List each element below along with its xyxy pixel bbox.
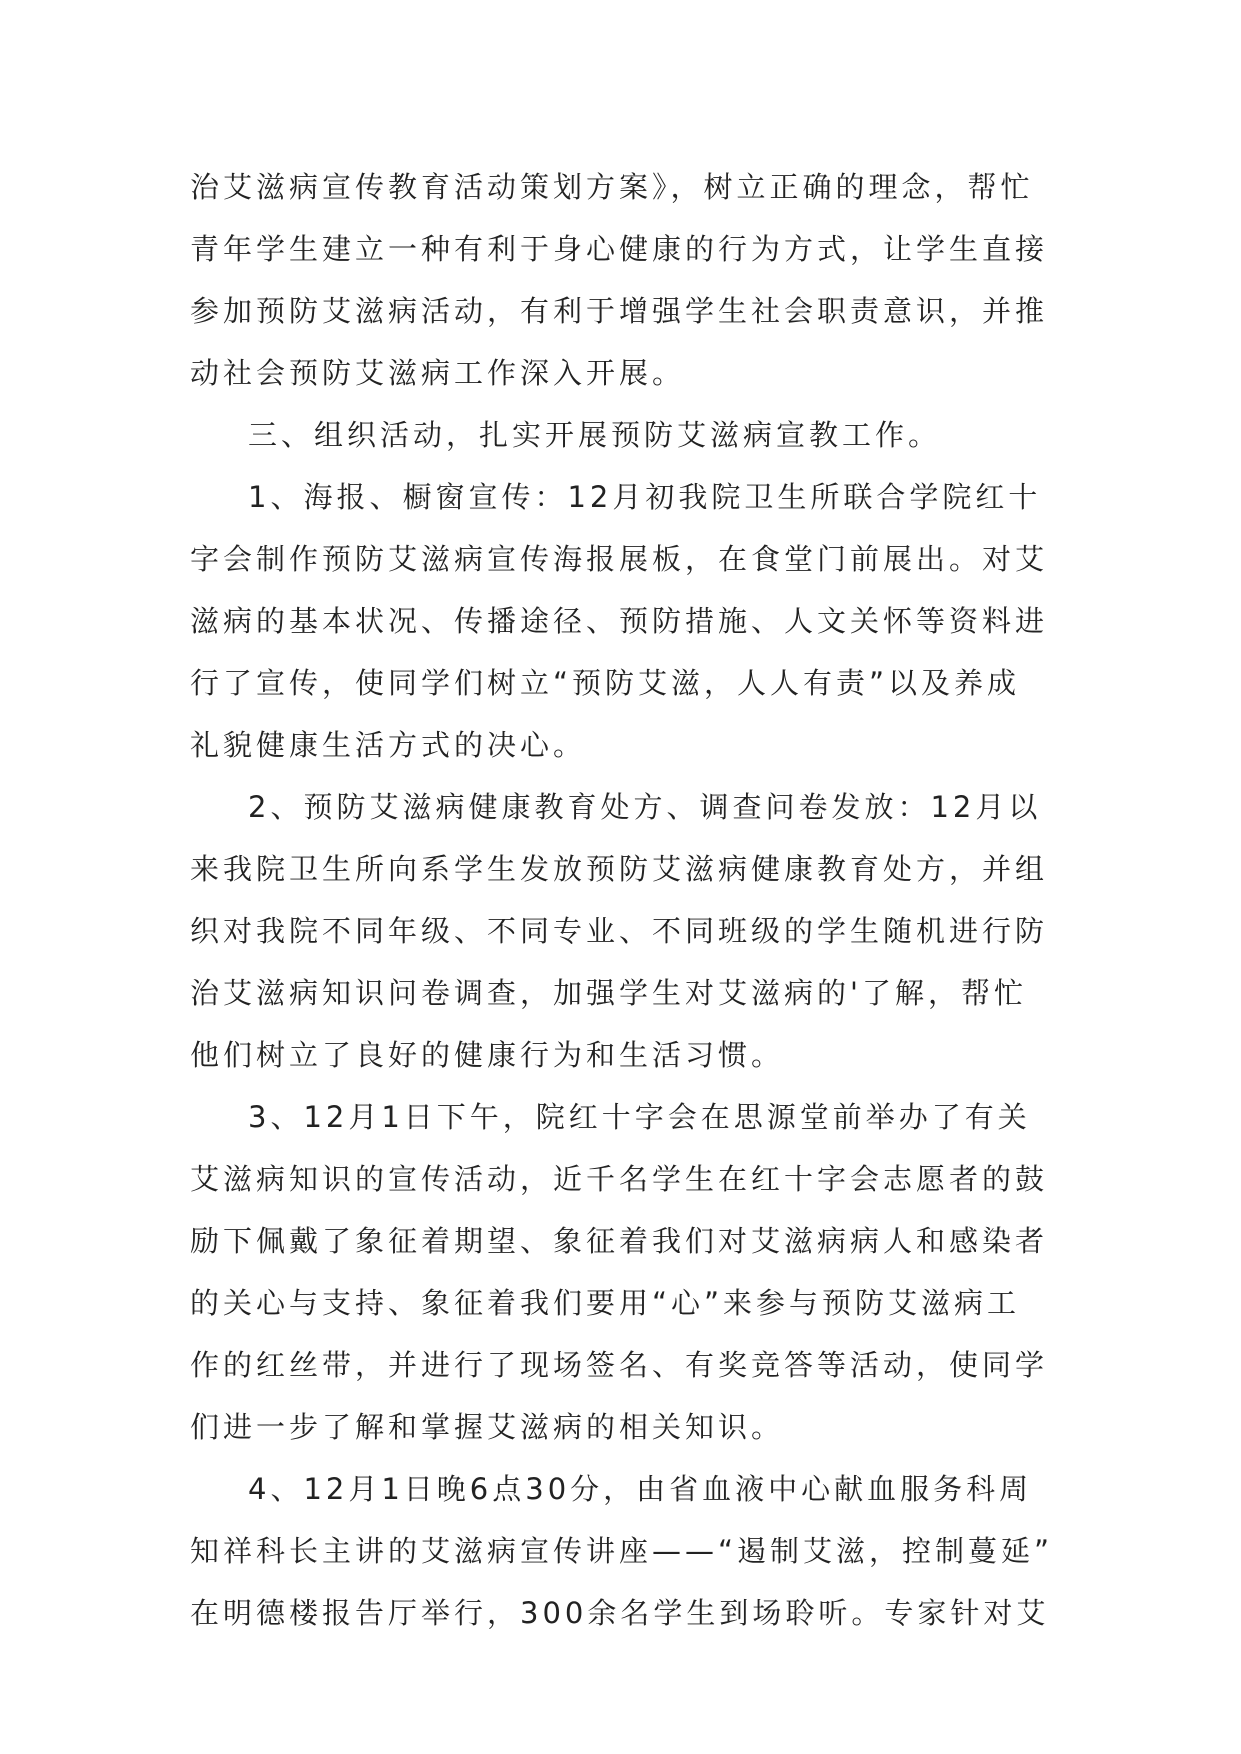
text-line: 的关心与支持、象征着我们要用“心”来参与预防艾滋病工 <box>190 1286 1021 1320</box>
text-line: 治艾滋病宣传教育活动策划方案》，树立正确的理念，帮忙 <box>190 170 1034 204</box>
text-line: 治艾滋病知识问卷调查，加强学生对艾滋病的'了解，帮忙 <box>190 976 1027 1010</box>
text-line: 4、12月1日晚6点30分，由省血液中心献血服务科周 <box>248 1472 1033 1506</box>
text-line: 滋病的基本状况、传播途径、预防措施、人文关怀等资料进 <box>190 604 1049 638</box>
text-line: 来我院卫生所向系学生发放预防艾滋病健康教育处方，并组 <box>190 852 1049 886</box>
text-line: 青年学生建立一种有利于身心健康的行为方式，让学生直接 <box>190 232 1049 266</box>
text-line: 礼貌健康生活方式的决心。 <box>190 728 587 762</box>
document-body <box>190 156 1060 1644</box>
text-line: 参加预防艾滋病活动，有利于增强学生社会职责意识，并推 <box>190 294 1049 328</box>
text-line: 作的红丝带，并进行了现场签名、有奖竞答等活动，使同学 <box>190 1348 1049 1382</box>
text-line: 们进一步了解和掌握艾滋病的相关知识。 <box>190 1410 785 1444</box>
text-line: 2、预防艾滋病健康教育处方、调查问卷发放：12月以 <box>248 790 1042 824</box>
text-line: 他们树立了良好的健康行为和生活习惯。 <box>190 1038 785 1072</box>
text-line: 行了宣传，使同学们树立“预防艾滋，人人有责”以及养成 <box>190 666 1021 700</box>
text-line: 艾滋病知识的宣传活动，近千名学生在红十字会志愿者的鼓 <box>190 1162 1049 1196</box>
section-heading: 三、组织活动，扎实开展预防艾滋病宣教工作。 <box>248 418 942 452</box>
text-line: 动社会预防艾滋病工作深入开展。 <box>190 356 686 390</box>
text-line: 1、海报、橱窗宣传：12月初我院卫生所联合学院红十 <box>248 480 1042 514</box>
text-line: 织对我院不同年级、不同专业、不同班级的学生随机进行防 <box>190 914 1049 948</box>
text-line: 3、12月1日下午，院红十字会在思源堂前举办了有关 <box>248 1100 1031 1134</box>
text-line: 知祥科长主讲的艾滋病宣传讲座——“遏制艾滋，控制蔓延” <box>190 1534 1054 1568</box>
text-line: 励下佩戴了象征着期望、象征着我们对艾滋病病人和感染者 <box>190 1224 1049 1258</box>
text-line: 在明德楼报告厅举行，300余名学生到场聆听。专家针对艾 <box>190 1596 1050 1630</box>
text-line: 字会制作预防艾滋病宣传海报展板，在食堂门前展出。对艾 <box>190 542 1049 576</box>
